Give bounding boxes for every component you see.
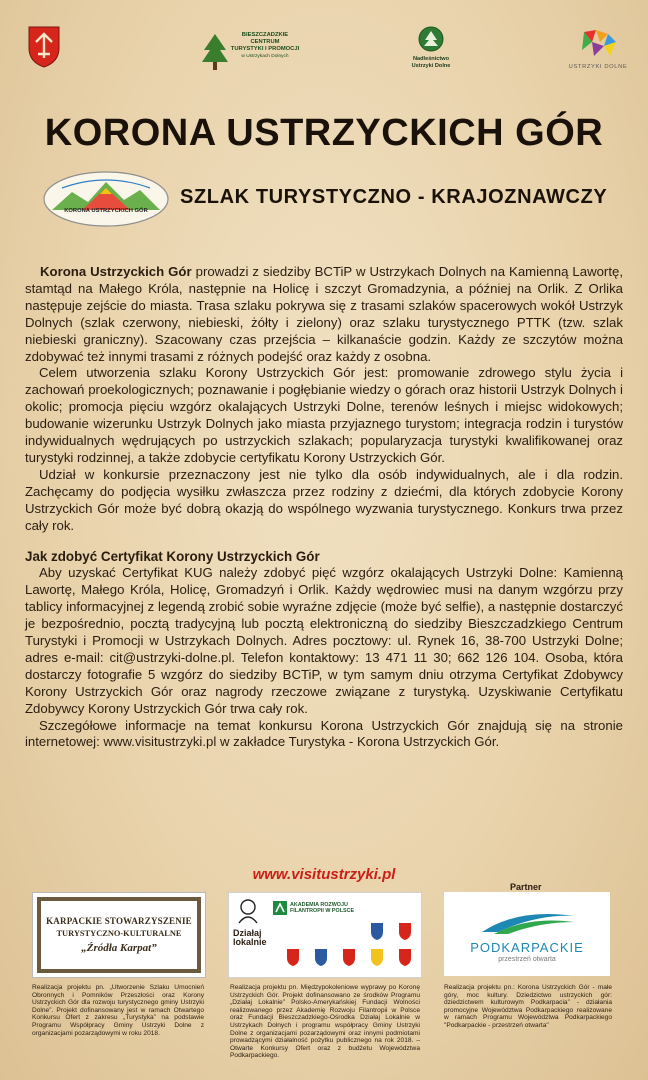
website-link[interactable]: www.visitustrzyki.pl [252,866,396,883]
ksk-line2: TURYSTYCZNO-KULTURALNE [56,929,182,938]
partners-logo-panel [228,892,422,978]
ksk-line3: „Źródła Karpat” [81,942,157,954]
bctip-line3: TURYSTYKI I PROMOCJI [230,46,300,52]
korona-emblem [42,170,170,228]
akademia-line1: AKADEMIA ROZWOJU [290,901,348,908]
coat-of-arms-grid [287,923,417,971]
emblem-label: KORONA USTRZYCKICH GÓR [64,208,148,214]
section-heading-certificate: Jak zdobyć Certyfikat Korony Ustrzyckich Gór [25,548,320,564]
dzialaj-lokalnie-logo [233,897,267,969]
bctip-line4: w Ustrzykach Dolnych [241,54,289,59]
paragraph-intro [25,264,623,365]
akademia-logo [273,899,359,917]
ustrzyki-dolne-caption: USTRZYKI DOLNE [568,64,628,70]
page-subtitle: SZLAK TURYSTYCZNO - KRAJOZNAWCZY [180,186,608,208]
intro-lead: Korona Ustrzyckich Gór [40,264,192,279]
bctip-line2: CENTRUM [250,39,280,45]
nadlesnictwo-logo [406,26,456,78]
paragraph-goals: Celem utworzenia szlaku Korony Ustrzyckich Gór jest: promowanie zdrowego stylu życia i zachowań proekologicznych; poznawanie i pogłębianie wiedzy o górach oraz historii Ustrzyk Dolnych i okolic; promocja pięciu wzgórz okalających Ustrzyki Dolne, terenów leśnych i miejsc widokowych; budowanie wizerunku Ustrzyk Dolnych jako miasta przyjaznego turystom; integracja rodzin i turystów indywidualnych wędrujących po ustrzyckich szlakach; popularyzacja turystyki kwalifikowanej oraz turystyki rodzinnej, a także zdobycie certyfikatu Korony Ustrzyckich Gór. [25,365,623,465]
bctip-line1: BIESZCZADZKIE [241,32,289,38]
nadlesnictwo-line1: Nadleśnictwo [412,56,450,62]
podkarpackie-name: PODKARPACKIE [470,940,584,955]
dzialaj-line2: lokalnie [233,937,267,947]
page-title: KORONA USTRZYCKICH GÓR [44,112,604,154]
article-body [25,264,623,751]
paragraph-participation: Udział w konkursie przeznaczony jest nie tylko dla osób indywidualnych, ale i dla rodzin. Zachęcamy do podjęcia wysiłku zwłaszcza przez rodziny z dziećmi, dla których zdobycie Korony Ustrzyckich Gór może być dobrą okazją do wspólnego wyzwania turystycznego. Konkurs trwa przez cały rok. [25,466,623,533]
ksk-logo [32,892,206,978]
paragraph-certificate: Aby uzyskać Certyfikat KUG należy zdobyć pięć wzgórz okalających Ustrzyki Dolne: Kamienną Lawortę, Małego Króla, Holicę, Gromadzyń i Orlik. Każdy wędrowiec musi na danym wzgórzu przy tablicy informacyjnej z legendą zrobić sobie wyraźne zdjęcie (może być selfie), a następnie dostarczyć je bezpośrednio, pocztą tradycyjną lub pocztą elektroniczną do siedziby Bieszczadzkiego Centrum Turystyki i Promocji w Ustrzykach Dolnych. Adres pocztowy: ul. Rynek 16, 38-700 Ustrzyki Dolne; adres e-mail: cit@ustrzyki-dolne.pl. Telefon kontaktowy: 13 471 11 30; 662 126 104. Osoba, która dostarczy fotografie 5 wzgórz do siedziby BCTiP, w tym samym dniu otrzyma Certyfikat Zdobywcy Korony Ustrzyckich Gór oraz nagrody rzeczowe związane z turystyką. Uzyskiwanie Certyfikatu Zdobywcy Korony Ustrzyckich Gór trwa cały rok. [25,565,623,716]
forest-tree-icon [418,26,444,52]
akademia-mark-icon [273,901,287,915]
partner-label: Partner [510,882,542,892]
nadlesnictwo-line2: Ustrzyki Dolne [411,63,451,69]
podkarpackie-mountains-icon [478,906,578,936]
intro-text: prowadzi z siedziby BCTiP w Ustrzykach Dolnych na Kamienną Lawortę, stamtąd na Małego Króla, następnie na Holicę i szczyt Gromadzynia, a później na Orlik. Z Orlika następuje zejście do miasta. Trasa szlaku pokrywa się z trasami szlaków spacerowych wokół Ustrzyk Dolnych (szlak czerwony, niebieski, żółty i zielony) oraz szlaku turystycznego PTTK (tzw. szlak niebieski graniczny). Szacowany czas przejścia – kilkanaście godzin. Każdy ze szczytów można zdobywać też innymi trasami z różnych podejść oraz każdy z osobna. [25,264,623,364]
dzialaj-line1: Działaj [233,928,262,938]
podkarpackie-logo [444,892,610,976]
bctip-logo [200,28,300,78]
funding-note-2: Realizacja projektu pn. Międzypokoleniowe wyprawy po Koronę Ustrzyckich Gór. Projekt dofinansowano ze środków Programu „Działaj Lokalnie” Polsko-Amerykańskiej Fundacji Wolności realizowanego przez Akademię Rozwoju Filantropii w Polsce oraz Fundacji Bieszczadzkiego-Ośrodka Działaj Lokalnie w Ustrzykach Dolnych i programu współpracy Gminy Ustrzyki Dolne z organizacjami pozarządowymi oraz innymi podmiotami prowadzącymi działalność pożytku publicznego na rok 2018. – Otwarte Konkursy Ofert oraz z budżetu Województwa Podkarpackiego. [230,984,420,1060]
funding-note-1: Realizacja projektu pn. „Utworzenie Szlaku Umocnień Obronnych i Pomników Przeszłości oraz Korony Ustrzyckich Gór dla rozwoju turystycznego gminy Ustrzyki Dolne”. Projekt dofinansowany jest w ramach Otwartego Konkursu Ofert z zakresu „Turystyka” na podstawie Programu Współpracy Gminy Ustrzyki Dolne z organizacjami pozarządowymi w roku 2018. [32,984,204,1037]
ustrzyki-coat-of-arms [28,26,60,68]
funding-note-3: Realizacja projektu pn.: Korona Ustrzyckich Gór - małe góry, moc kultury. Dziedzictwo ustrzyckich gór: dziedzictwem kulturowym Podkarpacia” - działania promocyjne Województwa Podkarpackiego realizowane w ramach Programu Województwa Podkarpackiego "Podkarpackie - przestrzeń otwarta" [444,984,612,1029]
akademia-line2: FILANTROPII W POLSCE [290,908,355,914]
ustrzyki-dolne-brand-logo [568,28,628,76]
podkarpackie-tagline: przestrzeń otwarta [498,956,556,963]
paragraph-more-info: Szczegółowe informacje na temat konkursu Korona Ustrzyckich Gór znajdują się na stronie internetowej: www.visitustrzyki.pl w zakładce Turystyka - Korona Ustrzyckich Gór. [25,717,623,750]
ksk-line1: KARPACKIE STOWARZYSZENIE [46,916,192,926]
